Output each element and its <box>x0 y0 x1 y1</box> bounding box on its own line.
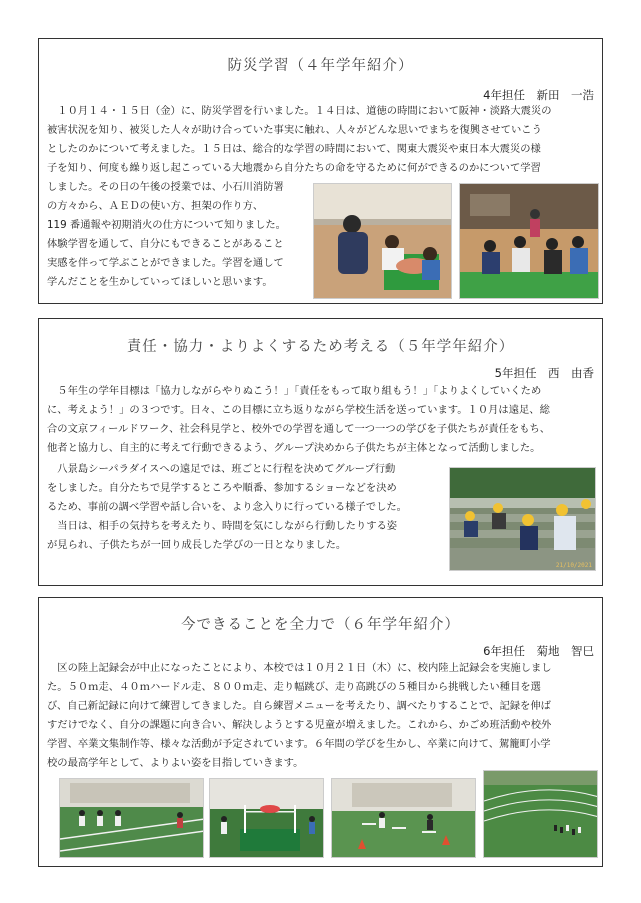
section-grade5 <box>38 318 603 586</box>
section-title: 今できることを全力で（６年学年紹介） <box>181 617 460 633</box>
paragraph-line: 119 番通報や初期消火の仕方について知りました。 <box>47 219 286 231</box>
photo-high-jump <box>209 778 324 858</box>
paragraph-line: をしました。自分たちで見学するところや順番、参加するショーなどを決め <box>47 482 397 494</box>
paragraph-line: ５年生の学年目標は「協力しながらやりぬこう！」「責任をもって取り組もう！」「よりよくしていくため <box>47 385 542 397</box>
paragraph-line: としたのかについて考えました。１５日は、総合的な学習の時間において、関東大震災や東日本大震災の様 <box>47 143 541 155</box>
paragraph-line: た。５０ｍ走、４０ｍハードル走、８００ｍ走、走り幅跳び、走り高跳びの５種目から挑戦したい種目を選 <box>47 681 541 693</box>
paragraph-line: 他者と協力し、自主的に考えて行動できるよう、グループ決めから子供たちが主体となって活動しました。 <box>47 442 541 454</box>
photo-date-stamp: 21/10/2021 <box>555 562 592 569</box>
paragraph-line: が見られ、子供たちが一回り成長した学びの一日となりました。 <box>47 539 347 551</box>
paragraph-line: 八景島シーパラダイスへの遠足では、班ごとに行程を決めてグループ行動 <box>47 463 396 475</box>
author: 6年担任 菊地 智巳 <box>483 644 594 658</box>
photo-track-overview <box>483 770 598 858</box>
photo-group-training <box>459 183 599 299</box>
paragraph-line: 子を知り、何度も繰り返し起こっている大地震から自分たちの命を守るために何ができるのかについて学習 <box>47 162 541 174</box>
paragraph-line: び、自己新記録に向けて練習してきました。自ら練習メニューを考えたり、調べたりすることで、記録を伸ば <box>47 700 551 712</box>
paragraph-line: １０月１４・１５日（金）に、防災学習を行いました。１４日は、道徳の時間において阪神・淡路大震災の <box>47 105 552 117</box>
author: 5年担任 西 由香 <box>494 366 594 380</box>
paragraph-line: 実感を伴って学ぶことができました。学習を通して <box>47 257 284 269</box>
photo-aed-training <box>313 183 452 299</box>
paragraph-line: に、考えよう！」の３つです。日々、この目標に立ち返りながら学校生活を送っています。１０月は遠足、総 <box>47 404 550 416</box>
photo-field-trip <box>449 467 596 571</box>
paragraph-line: 合の文京フィールドワーク、社会科見学と、校外での学習を通して一つ一つの学びを子供たちが責任をもち、 <box>47 423 551 435</box>
author: 4年担任 新田 一浩 <box>483 88 594 102</box>
section-grade4 <box>38 38 603 304</box>
section-title: 防災学習（４年学年紹介） <box>227 58 414 74</box>
paragraph-line: の方々から、ＡＥＤの使い方、担架の作り方、 <box>47 200 264 212</box>
paragraph-line: すだけでなく、自分の課題に向き合い、解決しようとする児童が増えました。これから、かごめ班活動や校外 <box>47 719 552 731</box>
paragraph-line: 区の陸上記録会が中止になったことにより、本校では１０月２１日（木）に、校内陸上記録会を実施しまし <box>47 662 552 674</box>
paragraph-line: 被害状況を知り、被災した人々が助け合っていた事実に触れ、人々がどんな思いでまちを復興させていこう <box>47 124 542 136</box>
photo-sprint <box>59 778 204 858</box>
section-grade6 <box>38 597 603 867</box>
photo-hurdles <box>331 778 476 858</box>
paragraph-line: しました。その日の午後の授業では、小石川消防署 <box>47 181 284 193</box>
section-title: 責任・協力・よりよくするため考える（５年学年紹介） <box>126 339 515 355</box>
paragraph-line: るため、事前の調べ学習や話し合いを、より念入りに行っている様子でした。 <box>47 501 407 513</box>
paragraph-line: 当日は、相手の気持ちを考えたり、時間を気にしながら行動したりする姿 <box>47 520 398 532</box>
paragraph-line: 体験学習を通して、自分にもできることがあること <box>47 238 284 250</box>
paragraph-line: 学んだことを生かしていってほしいと思います。 <box>47 276 273 288</box>
paragraph-line: 学習、卒業文集制作等、様々な活動が予定されています。６年間の学びを生かし、卒業に向けて、駕籠町小学 <box>47 738 551 750</box>
paragraph-line: 校の最高学年として、よりよい姿を目指していきます。 <box>47 757 304 769</box>
